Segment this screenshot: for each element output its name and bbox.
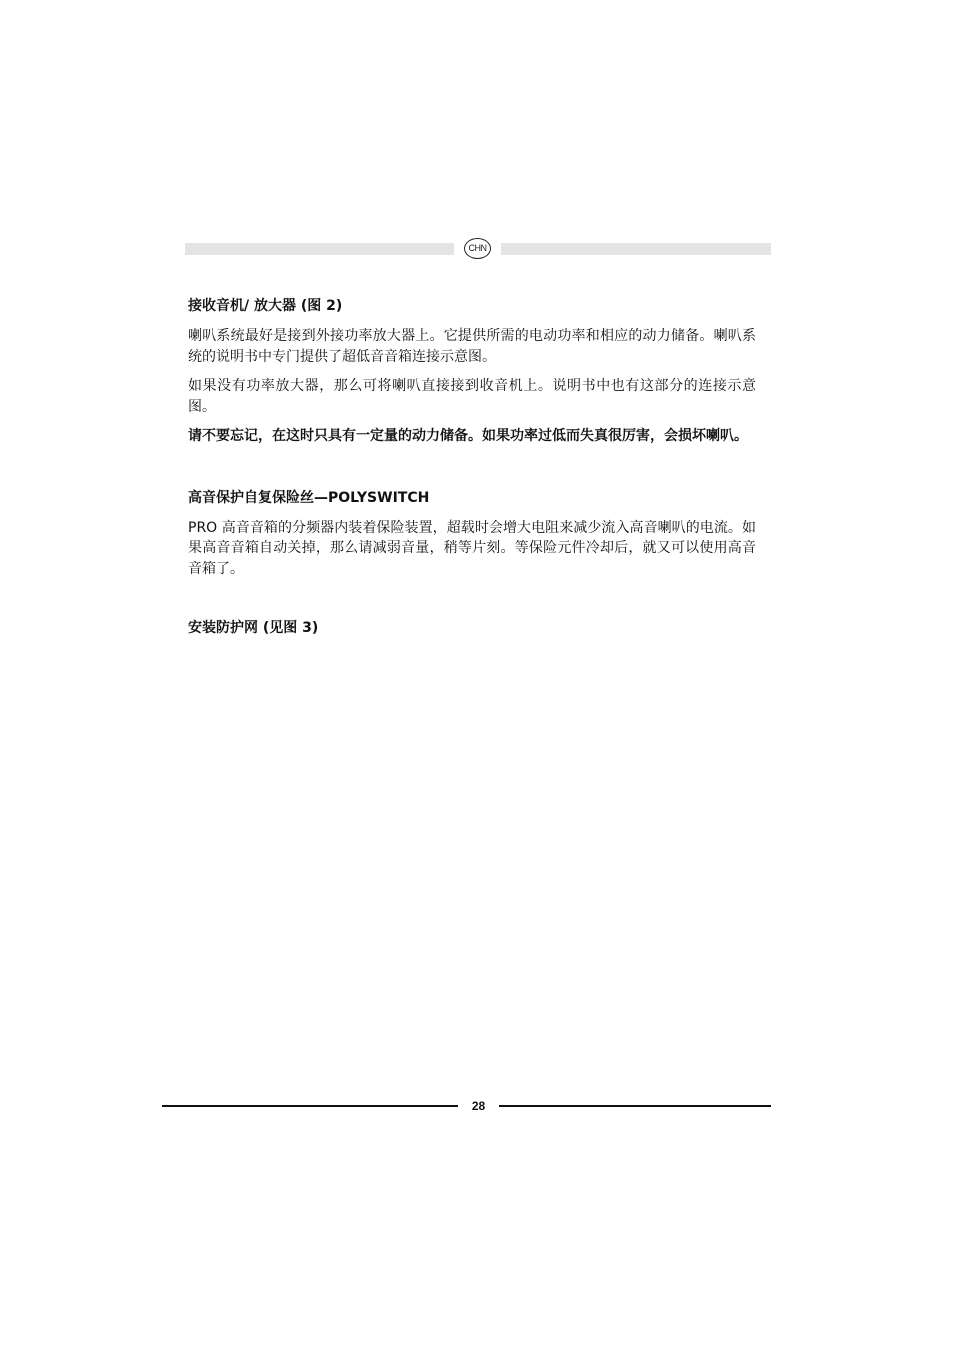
footer-rule-left	[162, 1105, 458, 1107]
paragraph: 喇叭系统最好是接到外接功率放大器上。它提供所需的电动功率和相应的动力储备。喇叭系统的说明书中专门提供了超低音音箱连接示意图。	[188, 328, 756, 365]
page-content	[188, 296, 756, 638]
header-bar-left	[185, 243, 454, 255]
section-heading: 安装防护网 (见图 3)	[188, 620, 319, 636]
language-badge: CHN	[464, 238, 491, 259]
section-receiver-amplifier	[188, 296, 756, 447]
header-bar-right	[501, 243, 771, 255]
footer-rule-right	[499, 1105, 771, 1107]
page-number: 28	[471, 1099, 486, 1113]
warning-paragraph: 请不要忘记，在这时只具有一定量的动力储备。如果功率过低而失真很厉害，会损坏喇叭。	[188, 428, 748, 444]
paragraph: 如果没有功率放大器，那么可将喇叭直接接到收音机上。说明书中也有这部分的连接示意图。	[188, 378, 756, 415]
section-protective-grille	[188, 618, 756, 638]
section-heading: 高音保护自复保险丝—POLYSWITCH	[188, 489, 430, 506]
section-heading: 接收音机/ 放大器 (图 2)	[188, 298, 343, 314]
section-polyswitch	[188, 488, 756, 580]
paragraph: PRO 高音音箱的分频器内装着保险装置，超载时会增大电阻来减少流入高音喇叭的电流。如果高音音箱自动关掉，那么请减弱音量，稍等片刻。等保险元件冷却后，就又可以使用高音音箱了。	[188, 519, 756, 577]
